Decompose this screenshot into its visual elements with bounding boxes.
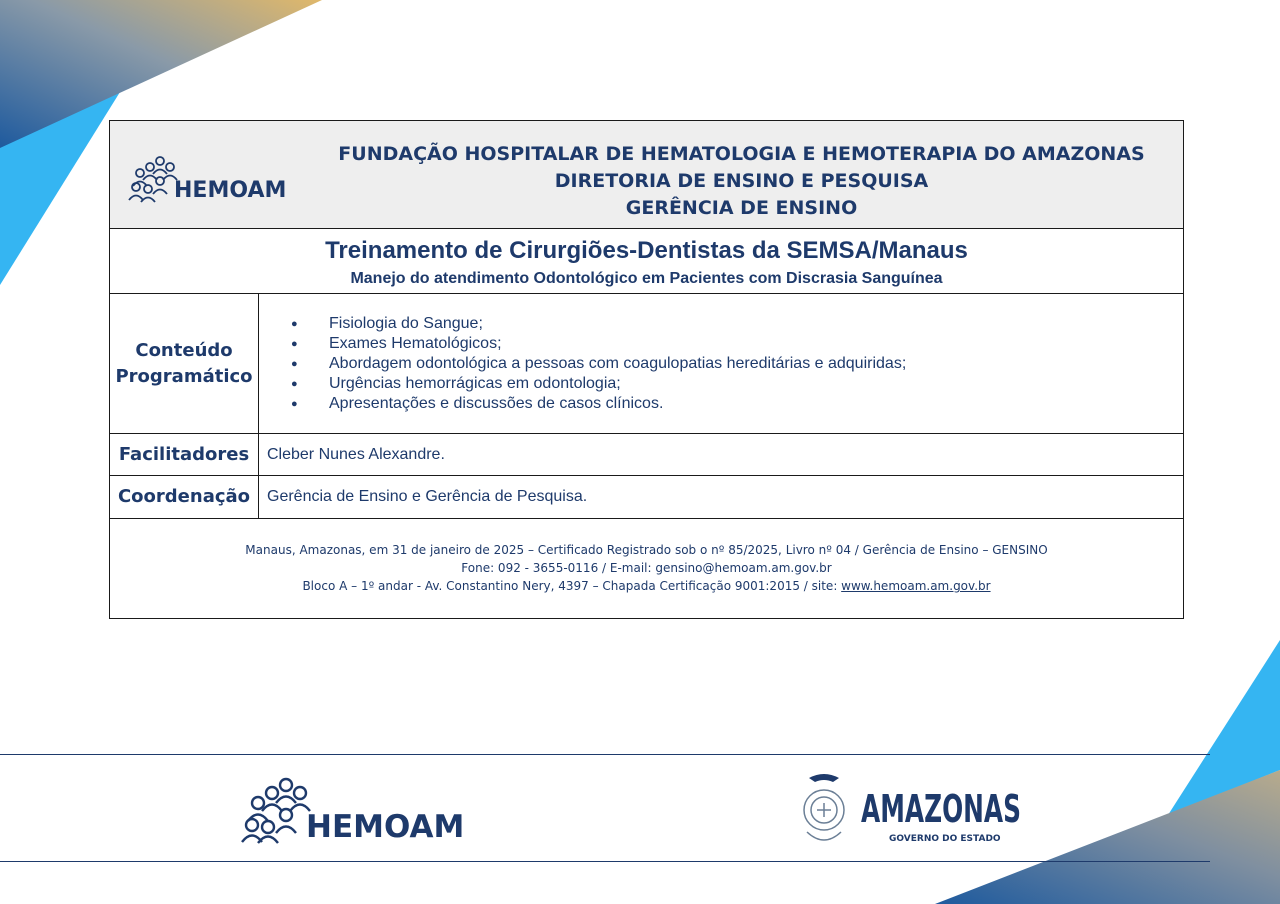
amazonas-logo-text: AMAZONAS: [861, 787, 1021, 831]
coordination-label: Coordenação: [110, 476, 259, 518]
registration-line: Manaus, Amazonas, em 31 de janeiro de 2025 – Certificado Registrado sob o nº 85/2025, Livro nº 04 / Gerência de Ensino – GENSINO: [245, 543, 1048, 557]
amazonas-government-logo: [797, 770, 1027, 852]
course-title-row: [110, 229, 1183, 294]
footer-divider-bottom: [0, 861, 1210, 862]
address-line: [110, 577, 1183, 595]
coat-of-arms-icon: [804, 774, 844, 840]
list-item: ● Abordagem odontológica a pessoas com coagulopatias hereditárias e adquiridas;: [287, 354, 906, 374]
hemoam-footer-logo-text: HEMOAM: [306, 809, 465, 845]
directorate-name: DIRETORIA DE ENSINO E PESQUISA: [554, 170, 929, 192]
amazonas-logo-subtext: GOVERNO DO ESTADO: [889, 834, 1001, 844]
header-row: [110, 121, 1183, 229]
contact-line: Fone: 092 - 3655-0116 / E-mail: gensino@hemoam.am.gov.br: [461, 561, 832, 575]
people-icon: [242, 779, 310, 843]
list-item: ● Apresentações e discussões de casos clínicos.: [287, 394, 906, 414]
hemoam-logo-text: HEMOAM: [174, 178, 287, 203]
address-text: Bloco A – 1º andar - Av. Constantino Nery, 4397 – Chapada Certificação 9001:2015 / site:: [302, 579, 842, 593]
certificate-table: [109, 120, 1184, 619]
list-item: ● Fisiologia do Sangue;: [287, 314, 906, 334]
topics-list: [267, 314, 906, 414]
coordination-row: [110, 476, 1183, 519]
footer-row: [110, 519, 1183, 618]
content-topics: [259, 294, 1183, 433]
course-subtitle: Manejo do atendimento Odontológico em Pacientes com Discrasia Sanguínea: [350, 270, 943, 287]
list-item: ● Exames Hematológicos;: [287, 334, 906, 354]
department-name: GERÊNCIA DE ENSINO: [625, 197, 858, 219]
facilitators-label: Facilitadores: [110, 434, 259, 475]
institution-name: FUNDAÇÃO HOSPITALAR DE HEMATOLOGIA E HEMOTERAPIA DO AMAZONAS: [338, 143, 1145, 165]
people-icon: [129, 157, 177, 202]
list-item: ● Urgências hemorrágicas em odontologia;: [287, 374, 906, 394]
content-row: [110, 294, 1183, 434]
facilitators-row: [110, 434, 1183, 476]
content-label-line1: Conteúdo: [135, 339, 233, 361]
hemoam-logo: [128, 153, 293, 203]
hemoam-footer-logo: [240, 775, 472, 845]
institution-heading: [300, 141, 1183, 222]
facilitators-value: Cleber Nunes Alexandre.: [267, 445, 445, 463]
footer-divider-top: [0, 754, 1210, 755]
coordination-value: Gerência de Ensino e Gerência de Pesquisa.: [267, 488, 588, 505]
course-title: Treinamento de Cirurgiões-Dentistas da SEMSA/Manaus: [325, 237, 968, 264]
website-link[interactable]: www.hemoam.am.gov.br: [841, 579, 991, 593]
content-label-line2: Programático: [115, 365, 253, 387]
content-label: [110, 294, 259, 433]
